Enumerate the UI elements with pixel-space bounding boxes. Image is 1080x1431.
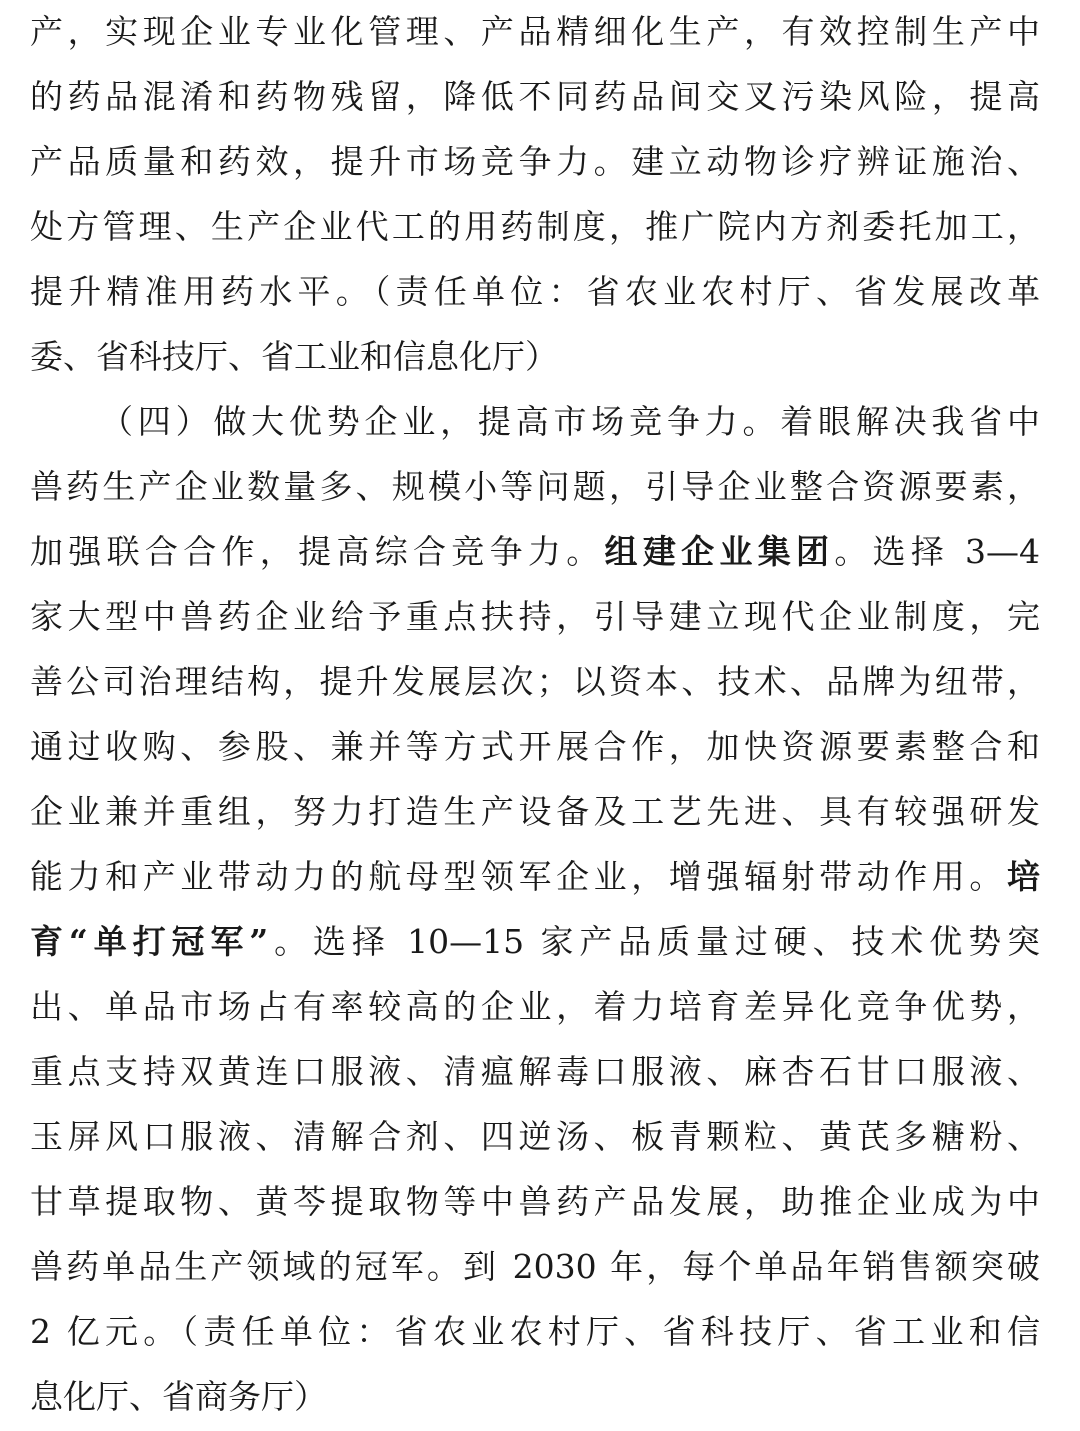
- text-line: 重点支持双黄连口服液、清瘟解毒口服液、麻杏石甘口服液、: [30, 1052, 1040, 1091]
- text-line: 委、省科技厅、省工业和信息化厅）: [30, 337, 558, 376]
- section-heading-line: （四）做大优势企业，提高市场竞争力。着眼解决我省中: [100, 402, 1040, 441]
- text-line: 兽药单品生产领域的冠军。到 2030 年，每个单品年销售额突破: [30, 1247, 1040, 1286]
- text-line: 2 亿元。（责任单位：省农业农村厅、省科技厅、省工业和信: [30, 1312, 1040, 1351]
- text-line: 善公司治理结构，提升发展层次；以资本、技术、品牌为纽带，: [30, 662, 1040, 701]
- text-line: 提升精准用药水平。（责任单位：省农业农村厅、省发展改革: [30, 272, 1040, 311]
- text-line: 产，实现企业专业化管理、产品精细化生产，有效控制生产中: [30, 12, 1040, 51]
- text-line: 出、单品市场占有率较高的企业，着力培育差异化竞争优势，: [30, 987, 1040, 1026]
- text-line: 息化厅、省商务厅）: [30, 1377, 327, 1416]
- text-line: 玉屏风口服液、清解合剂、四逆汤、板青颗粒、黄芪多糖粉、: [30, 1117, 1040, 1156]
- text-line: 能力和产业带动力的航母型领军企业，增强辐射带动作用。培: [30, 857, 1040, 896]
- text-line: 家大型中兽药企业给予重点扶持，引导建立现代企业制度，完: [30, 597, 1040, 636]
- text-line: 甘草提取物、黄芩提取物等中兽药产品发展，助推企业成为中: [30, 1182, 1040, 1221]
- bold-phrase: 培: [1007, 857, 1040, 896]
- text-line: 企业兼并重组，努力打造生产设备及工艺先进、具有较强研发: [30, 792, 1040, 831]
- bold-phrase: 育“单打冠军”: [30, 922, 269, 961]
- bold-phrase: 组建企业集团: [604, 532, 835, 571]
- text-line: 产品质量和药效，提升市场竞争力。建立动物诊疗辨证施治、: [30, 142, 1040, 181]
- text-line: 的药品混淆和药物残留，降低不同药品间交叉污染风险，提高: [30, 77, 1040, 116]
- text-line: 兽药生产企业数量多、规模小等问题，引导企业整合资源要素，: [30, 467, 1040, 506]
- text-line: 加强联合合作，提高综合竞争力。组建企业集团。选择 3—4: [30, 532, 1041, 571]
- text-line: 处方管理、生产企业代工的用药制度，推广院内方剂委托加工，: [30, 207, 1040, 246]
- text-line: 育“单打冠军”。选择 10—15 家产品质量过硬、技术优势突: [30, 922, 1040, 961]
- text-line: 通过收购、参股、兼并等方式开展合作，加快资源要素整合和: [30, 727, 1040, 766]
